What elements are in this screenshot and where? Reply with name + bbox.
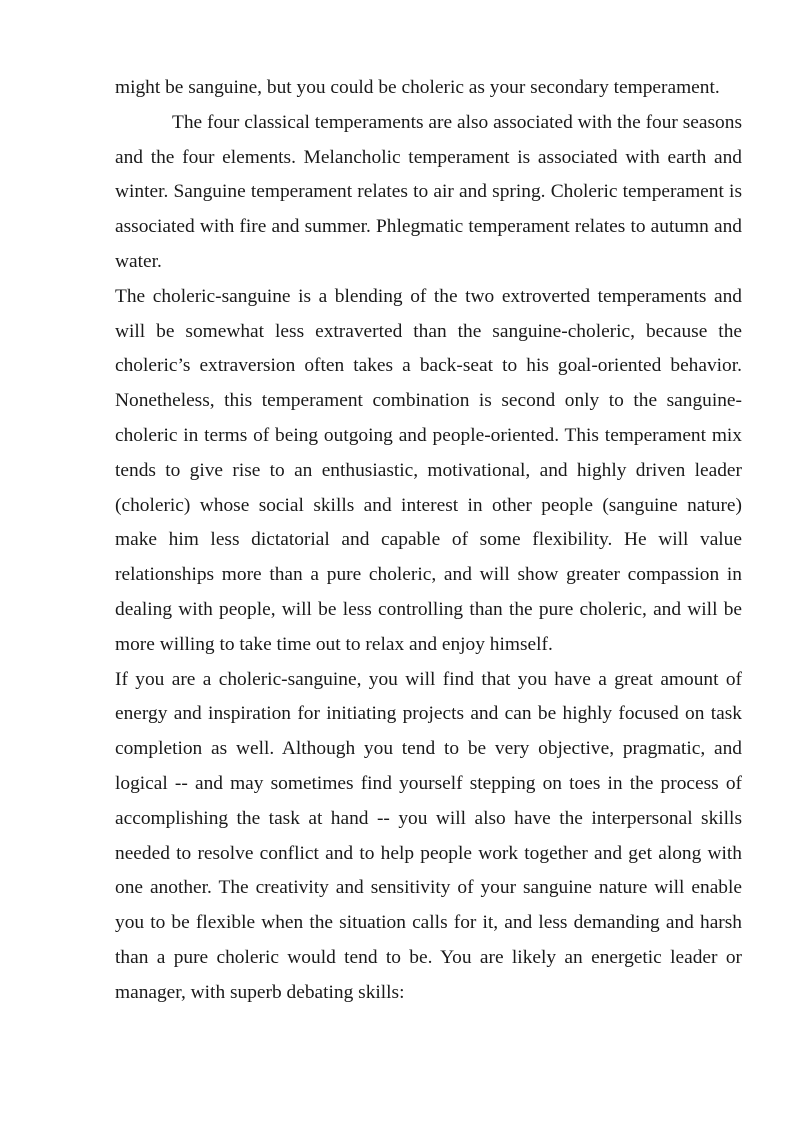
paragraph-seasons-elements: The four classical temperaments are also associated with the four seasons and the four elements. Melancholic temperament is associated with earth and winter. Sanguine temperament relates to air and spring. Choleric temperament is associated with fire and summer. Phlegmatic temperament relates to autumn and water. xyxy=(115,111,742,272)
body-text xyxy=(115,71,742,1011)
paragraph-if-you-are-choleric-sanguine: If you are a choleric-sanguine, you will find that you have a great amount of energy and inspiration for initiating projects and can be highly focused on task completion as well. Although you tend to be very objective, pragmatic, and logical -- and may sometimes find yourself stepping on toes in the process of accomplishing the task at hand -- you will also have the interpersonal skills needed to resolve conflict and to help people work together and get along with one another. The creativity and sensitivity of your sanguine nature will enable you to be flexible when the situation calls for it, and less demanding and harsh than a pure choleric would tend to be. You are likely an energetic leader or manager, with superb debating skills: xyxy=(115,668,742,1003)
paragraph-choleric-sanguine-blend: The choleric-sanguine is a blending of the two extroverted temperaments and will be somewhat less extraverted than the sanguine-choleric, because the choleric’s extraversion often takes a back-seat to his goal-oriented behavior. Nonetheless, this temperament combination is second only to the sanguine-choleric in terms of being outgoing and people-oriented. This temperament mix tends to give rise to an enthusiastic, motivational, and highly driven leader (choleric) whose social skills and interest in other people (sanguine nature) make him less dictatorial and capable of some flexibility. He will value relationships more than a pure choleric, and will show greater compassion in dealing with people, will be less controlling than the pure choleric, and will be more willing to take time out to relax and enjoy himself. xyxy=(115,285,742,655)
paragraph-continuation: might be sanguine, but you could be choleric as your secondary temperament. xyxy=(115,77,720,98)
